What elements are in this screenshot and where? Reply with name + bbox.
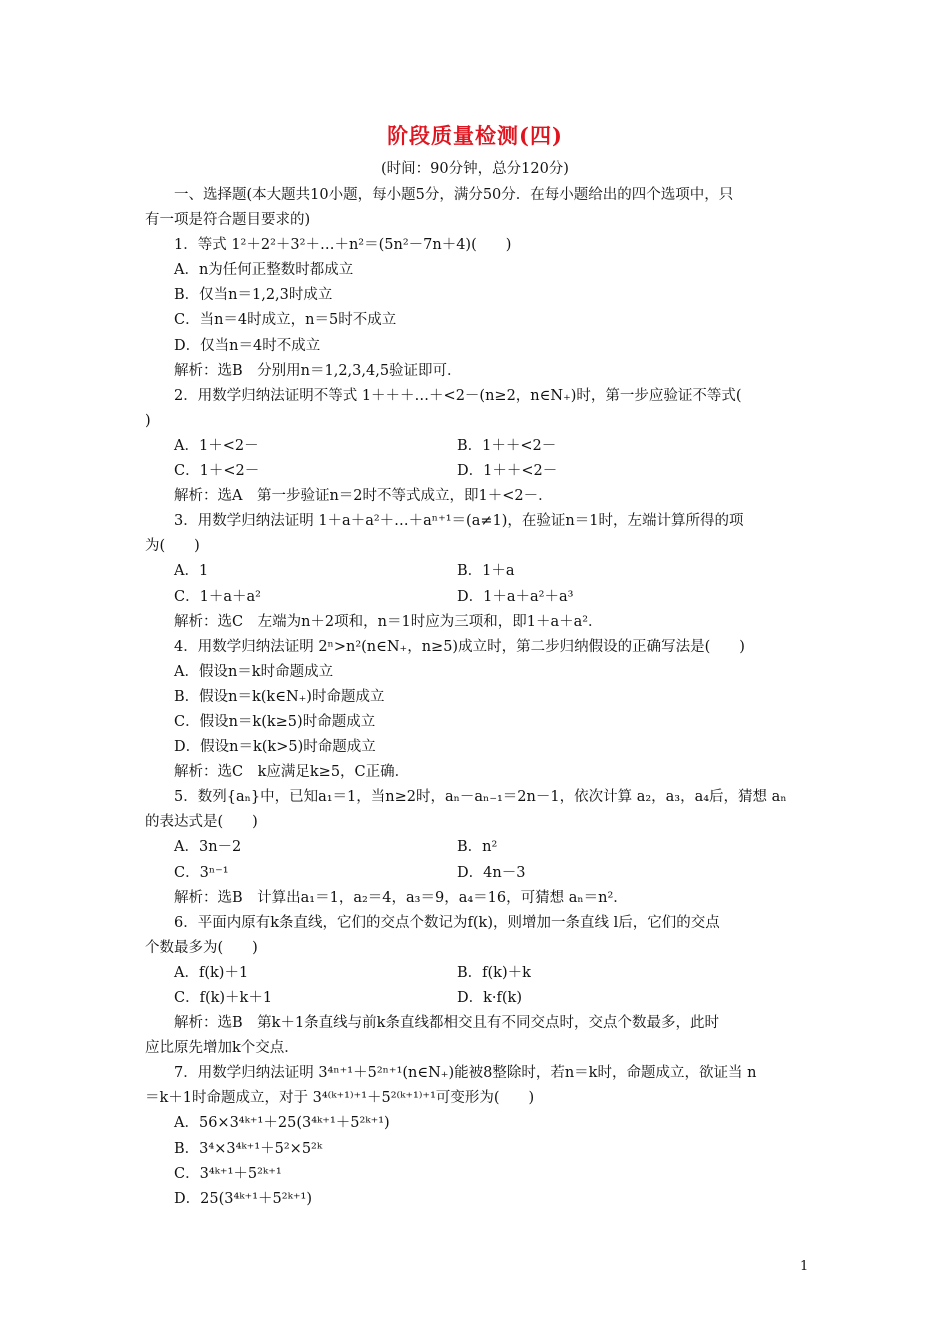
question-5-options-row-1 xyxy=(145,835,810,860)
question-4-option-c: C．假设n＝k(k≥5)时命题成立 xyxy=(174,713,376,730)
page-title: 阶段质量检测(四) xyxy=(387,123,563,148)
question-7-option-a: A．56×3⁴ᵏ⁺¹＋25(3⁴ᵏ⁺¹＋5²ᵏ⁺¹) xyxy=(174,1115,390,1132)
question-7-stem-cont: ＝k＋1时命题成立，对于 3⁴⁽ᵏ⁺¹⁾⁺¹＋5²⁽ᵏ⁺¹⁾⁺¹可变形为( ) xyxy=(145,1090,535,1107)
page-subtitle: (时间：90分钟，总分120分) xyxy=(381,161,569,177)
question-4-option-d: D．假设n＝k(k>5)时命题成立 xyxy=(174,739,376,756)
question-5-stem-cont: 的表达式是( ) xyxy=(145,814,258,831)
question-5-options-row-2 xyxy=(145,861,810,886)
question-3-option-d: D．1＋a＋a²＋a³ xyxy=(457,588,574,605)
section-intro: 一、选择题(本大题共10小题，每小题5分，满分50分．在每小题给出的四个选项中，只 xyxy=(174,187,734,203)
question-6-option-b: B．f(k)＋k xyxy=(457,964,531,981)
question-5-option-d: D．4n－3 xyxy=(457,864,526,881)
question-6-options-row-2 xyxy=(145,986,810,1011)
question-5-option-a: A．3n－2 xyxy=(174,839,242,856)
question-2-option-b: B．1＋＋<2－ xyxy=(457,437,557,454)
question-6-options-row-1 xyxy=(145,961,810,986)
question-6-stem: 6．平面内原有k条直线，它们的交点个数记为f(k)，则增加一条直线 l后，它们的交点 xyxy=(174,914,720,931)
question-2-option-d: D．1＋＋<2－ xyxy=(457,463,558,480)
question-7-option-b: B．3⁴×3⁴ᵏ⁺¹＋5²×5²ᵏ xyxy=(174,1140,323,1157)
question-7-option-c: C．3⁴ᵏ⁺¹＋5²ᵏ⁺¹ xyxy=(174,1165,282,1182)
question-3-option-a: A．1 xyxy=(174,563,209,580)
question-3-options-row-1 xyxy=(145,559,810,584)
question-1-option-c: C．当n＝4时成立，n＝5时不成立 xyxy=(174,312,397,329)
section-intro-cont: 有一项是符合题目要求的) xyxy=(145,212,311,229)
question-7-stem: 7．用数学归纳法证明 3⁴ⁿ⁺¹＋5²ⁿ⁺¹(n∈N₊)能被8整除时，若n＝k时，命题成立，欲证当 n xyxy=(174,1065,757,1082)
question-3-solution: 解析：选C 左端为n＋2项和，n＝1时应为三项和，即1＋a＋a²． xyxy=(174,613,603,630)
question-2-option-c: C．1＋<2－ xyxy=(174,463,260,480)
question-2-stem: 2．用数学归纳法证明不等式 1＋＋＋…＋<2－(n≥2，n∈N₊)时，第一步应验证不等式( xyxy=(174,387,742,404)
question-6-solution: 解析：选B 第k＋1条直线与前k条直线都相交且有不同交点时，交点个数最多，此时 xyxy=(174,1015,719,1032)
question-2-options-row-1 xyxy=(145,434,810,459)
question-3-stem-cont: 为( ) xyxy=(145,538,200,555)
question-5-option-b: B．n² xyxy=(457,839,498,856)
question-6-option-d: D．k·f(k) xyxy=(457,990,522,1006)
question-4-stem: 4．用数学归纳法证明 2ⁿ>n²(n∈N₊，n≥5)成立时，第二步归纳假设的正确写法是( ) xyxy=(174,638,745,655)
question-3-options-row-2 xyxy=(145,585,810,610)
question-3-stem: 3．用数学归纳法证明 1＋a＋a²＋…＋aⁿ⁺¹＝(a≠1)，在验证n＝1时，左端计算所得的项 xyxy=(174,513,744,530)
question-1-option-d: D．仅当n＝4时不成立 xyxy=(174,337,321,354)
question-3-option-b: B．1＋a xyxy=(457,563,515,580)
question-4-option-b: B．假设n＝k(k∈N₊)时命题成立 xyxy=(174,688,385,705)
question-2-option-a: A．1＋<2－ xyxy=(174,437,259,454)
question-6-solution-cont: 应比原先增加k个交点． xyxy=(145,1040,299,1057)
question-2-stem-cont: ) xyxy=(145,412,151,429)
question-2-solution: 解析：选A 第一步验证n＝2时不等式成立，即1＋<2－． xyxy=(174,488,553,505)
question-3-option-c: C．1＋a＋a² xyxy=(174,588,261,605)
question-5-option-c: C．3ⁿ⁻¹ xyxy=(174,864,229,881)
page-number: 1 xyxy=(800,1259,809,1274)
question-1-solution: 解析：选B 分别用n＝1,2,3,4,5验证即可． xyxy=(174,362,462,379)
question-5-solution: 解析：选B 计算出a₁＝1，a₂＝4，a₃＝9，a₄＝16，可猜想 aₙ＝n²． xyxy=(174,889,628,906)
question-5-stem: 5．数列{aₙ}中，已知a₁＝1，当n≥2时，aₙ－aₙ₋₁＝2n－1，依次计算 a₂，a₃，a₄后，猜想 aₙ xyxy=(174,789,787,806)
question-4-option-a: A．假设n＝k时命题成立 xyxy=(174,663,334,680)
question-6-stem-cont: 个数最多为( ) xyxy=(145,939,258,956)
question-1-stem: 1．等式 1²＋2²＋3²＋…＋n²＝(5n²－7n＋4)( ) xyxy=(174,237,512,254)
question-1-option-a: A．n为任何正整数时都成立 xyxy=(174,262,354,279)
question-6-option-a: A．f(k)＋1 xyxy=(174,964,249,981)
exam-content xyxy=(145,183,810,1212)
question-2-options-row-2 xyxy=(145,459,810,484)
question-7-option-d: D．25(3⁴ᵏ⁺¹＋5²ᵏ⁺¹) xyxy=(174,1190,312,1207)
question-1-option-b: B．仅当n＝1,2,3时成立 xyxy=(174,287,333,304)
question-6-option-c: C．f(k)＋k＋1 xyxy=(174,990,273,1006)
question-4-solution: 解析：选C k应满足k≥5，C正确． xyxy=(174,764,410,781)
